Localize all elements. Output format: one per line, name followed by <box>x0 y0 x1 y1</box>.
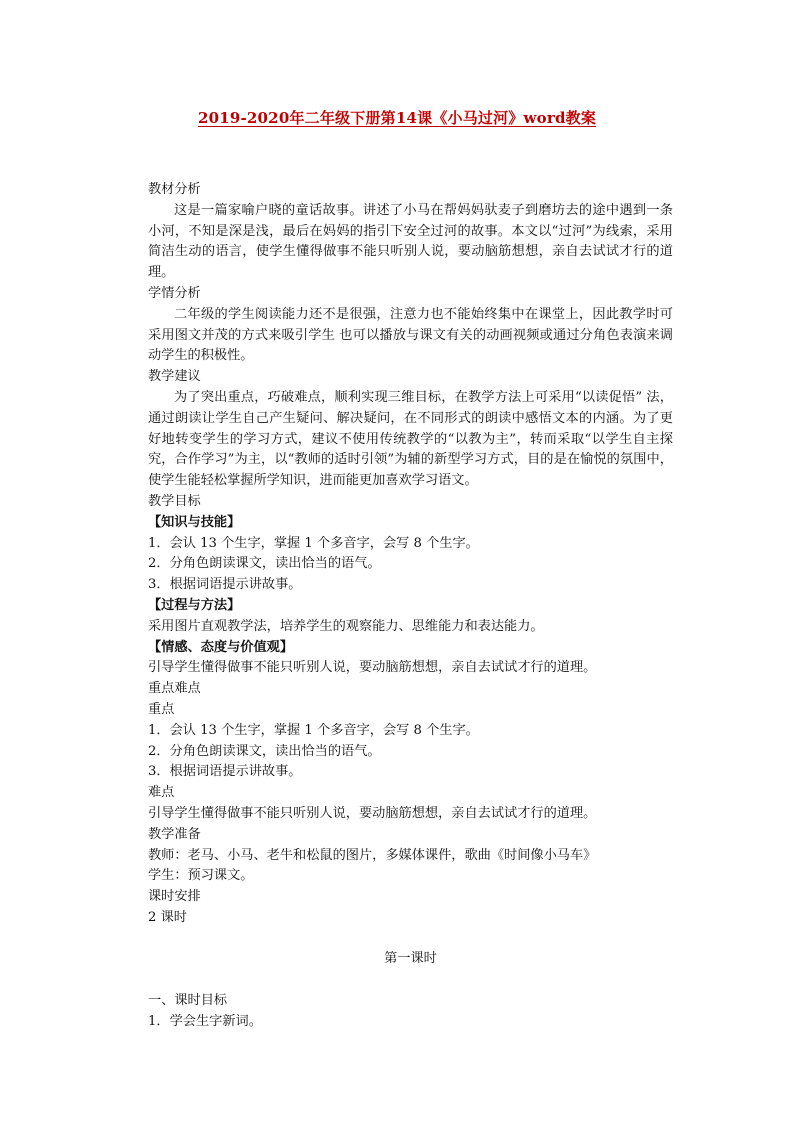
list-item: 3．根据词语提示讲故事。 <box>148 577 302 593</box>
heading-class-schedule: 课时安排 <box>148 889 201 905</box>
heading-student-analysis: 学情分析 <box>148 285 201 301</box>
heading-process-methods: 【过程与方法】 <box>148 597 241 613</box>
heading-difficult-points: 难点 <box>148 785 175 801</box>
list-item: 1．会认 13 个生字，掌握 1 个多音字，会写 8 个生字。 <box>148 722 479 738</box>
paragraph-student-analysis: 二年级的学生阅读能力还不是很强，注意力也不能始终集中在课堂上，因此教学时可采用图文并茂的方式来吸引学生 也可以播放与课文有关的动画视频或通过分角色表演来调动学生的积极性。 <box>148 306 673 364</box>
heading-key-points: 重点 <box>148 701 175 717</box>
list-item: 2．分角色朗读课文，读出恰当的语气。 <box>148 556 381 572</box>
heading-first-lesson: 第一课时 <box>384 951 437 967</box>
paragraph-teaching-suggestions: 为了突出重点，巧破难点，顺利实现三维目标，在教学方法上可采用“以读促悟” 法，通过朗读让学生自己产生疑问、解决疑问，在不同形式的朗读中感悟文本的内涵。为了更好地转变学生的学习方式，建议不使用传统教学的“以教为主”，转而采取“以学生自主探究，合作学习”为主，以“教师的适时引领”为辅的新型学习方式，目的是在愉悦的氛围中，使学生能轻松掌握所学知识，进而能更加喜欢学习语文。 <box>148 389 673 489</box>
heading-lesson-goals: 一、课时目标 <box>148 993 228 1009</box>
paragraph-difficult-points: 引导学生懂得做事不能只听别人说，要动脑筋想想，亲自去试试才行的道理。 <box>148 805 597 821</box>
heading-textbook-analysis: 教材分析 <box>148 182 201 197</box>
heading-teaching-preparation: 教学准备 <box>148 826 201 842</box>
heading-knowledge-skills: 【知识与技能】 <box>148 514 241 530</box>
list-item: 3．根据词语提示讲故事。 <box>148 764 302 780</box>
spacer <box>148 970 673 991</box>
document-title: 2019-2020年二年级下册第14课《小马过河》word教案 <box>197 109 597 127</box>
paragraph-class-schedule: 2 课时 <box>148 909 187 925</box>
paragraph-teacher-preparation: 教师：老马、小马、老牛和松鼠的图片，多媒体课件，歌曲《时间像小马车》 <box>148 847 597 863</box>
paragraph-textbook-analysis: 这是一篇家喻户晓的童话故事。讲述了小马在帮妈妈驮麦子到磨坊去的途中遇到一条小河，不知是深是浅，最后在妈妈的指引下安全过河的故事。本文以“过河”为线索，采用简洁生动的语言，使学生懂得做事不能只听别人说，要动脑筋想想，亲自去试试才行的道理。 <box>148 202 673 281</box>
spacer <box>148 929 673 950</box>
list-item: 2．分角色朗读课文，读出恰当的语气。 <box>148 743 381 759</box>
heading-teaching-suggestions: 教学建议 <box>148 369 201 385</box>
heading-teaching-goals: 教学目标 <box>148 493 201 509</box>
heading-emotion-values: 【情感、态度与价值观】 <box>148 639 294 655</box>
document-body <box>148 180 673 1033</box>
list-item: 1．学会生字新词。 <box>148 1013 262 1029</box>
list-item: 1．会认 13 个生字，掌握 1 个多音字，会写 8 个生字。 <box>148 535 479 551</box>
paragraph-student-preparation: 学生：预习课文。 <box>148 868 254 884</box>
paragraph-process-methods: 采用图片直观教学法，培养学生的观察能力、思维能力和表达能力。 <box>148 618 544 634</box>
paragraph-emotion-values: 引导学生懂得做事不能只听别人说，要动脑筋想想，亲自去试试才行的道理。 <box>148 660 597 676</box>
heading-key-difficult-points: 重点难点 <box>148 681 201 697</box>
